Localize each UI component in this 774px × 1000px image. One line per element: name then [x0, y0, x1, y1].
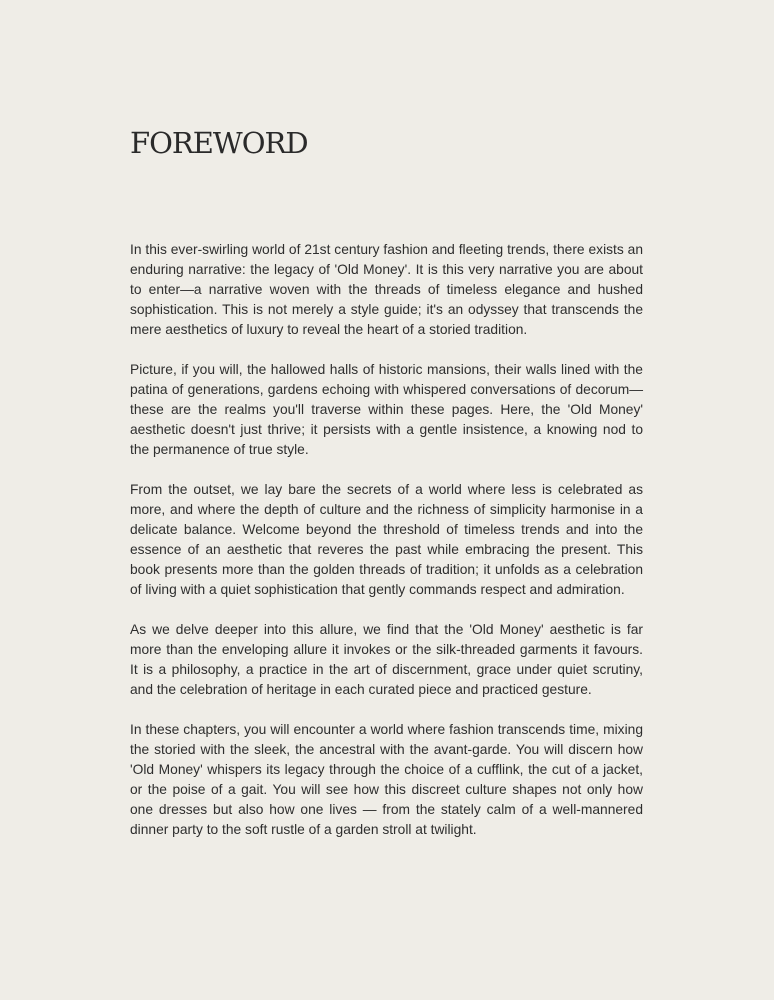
- page-title: FOREWORD: [130, 126, 308, 160]
- paragraph-1: In this ever-swirling world of 21st century fashion and fleeting trends, there exists an enduring narrative: the legacy of 'Old Money'. It is this very narrative you are about to enter—a narrative woven with the threads of timeless elegance and hushed sophistication. This is not merely a style guide; it's an odyssey that transcends the mere aesthetics of luxury to reveal the heart of a storied tradition.: [130, 242, 643, 337]
- paragraph-2: Picture, if you will, the hallowed halls of historic mansions, their walls lined with the patina of generations, gardens echoing with whispered conversations of decorum—these are the realms you'll traverse within these pages. Here, the 'Old Money' aesthetic doesn't just thrive; it persists with a gentle insistence, a knowing nod to the permanence of true style.: [130, 362, 643, 457]
- foreword-body: [130, 240, 643, 860]
- paragraph-5: In these chapters, you will encounter a world where fashion transcends time, mixing the storied with the sleek, the ancestral with the avant-garde. You will discern how 'Old Money' whispers its legacy through the choice of a cufflink, the cut of a jacket, or the poise of a gait. You will see how this discreet culture shapes not only how one dresses but also how one lives — from the stately calm of a well-mannered dinner party to the soft rustle of a garden stroll at twilight.: [130, 722, 643, 837]
- paragraph-3: From the outset, we lay bare the secrets of a world where less is celebrated as more, and where the depth of culture and the richness of simplicity harmonise in a delicate balance. Welcome beyond the threshold of timeless trends and into the essence of an aesthetic that reveres the past while embracing the present. This book presents more than the golden threads of tradition; it unfolds as a celebration of living with a quiet sophistication that gently commands respect and admiration.: [130, 482, 643, 597]
- paragraph-4: As we delve deeper into this allure, we find that the 'Old Money' aesthetic is far more than the enveloping allure it invokes or the silk-threaded garments it favours. It is a philosophy, a practice in the art of discernment, grace under quiet scrutiny, and the celebration of heritage in each curated piece and practiced gesture.: [130, 622, 643, 697]
